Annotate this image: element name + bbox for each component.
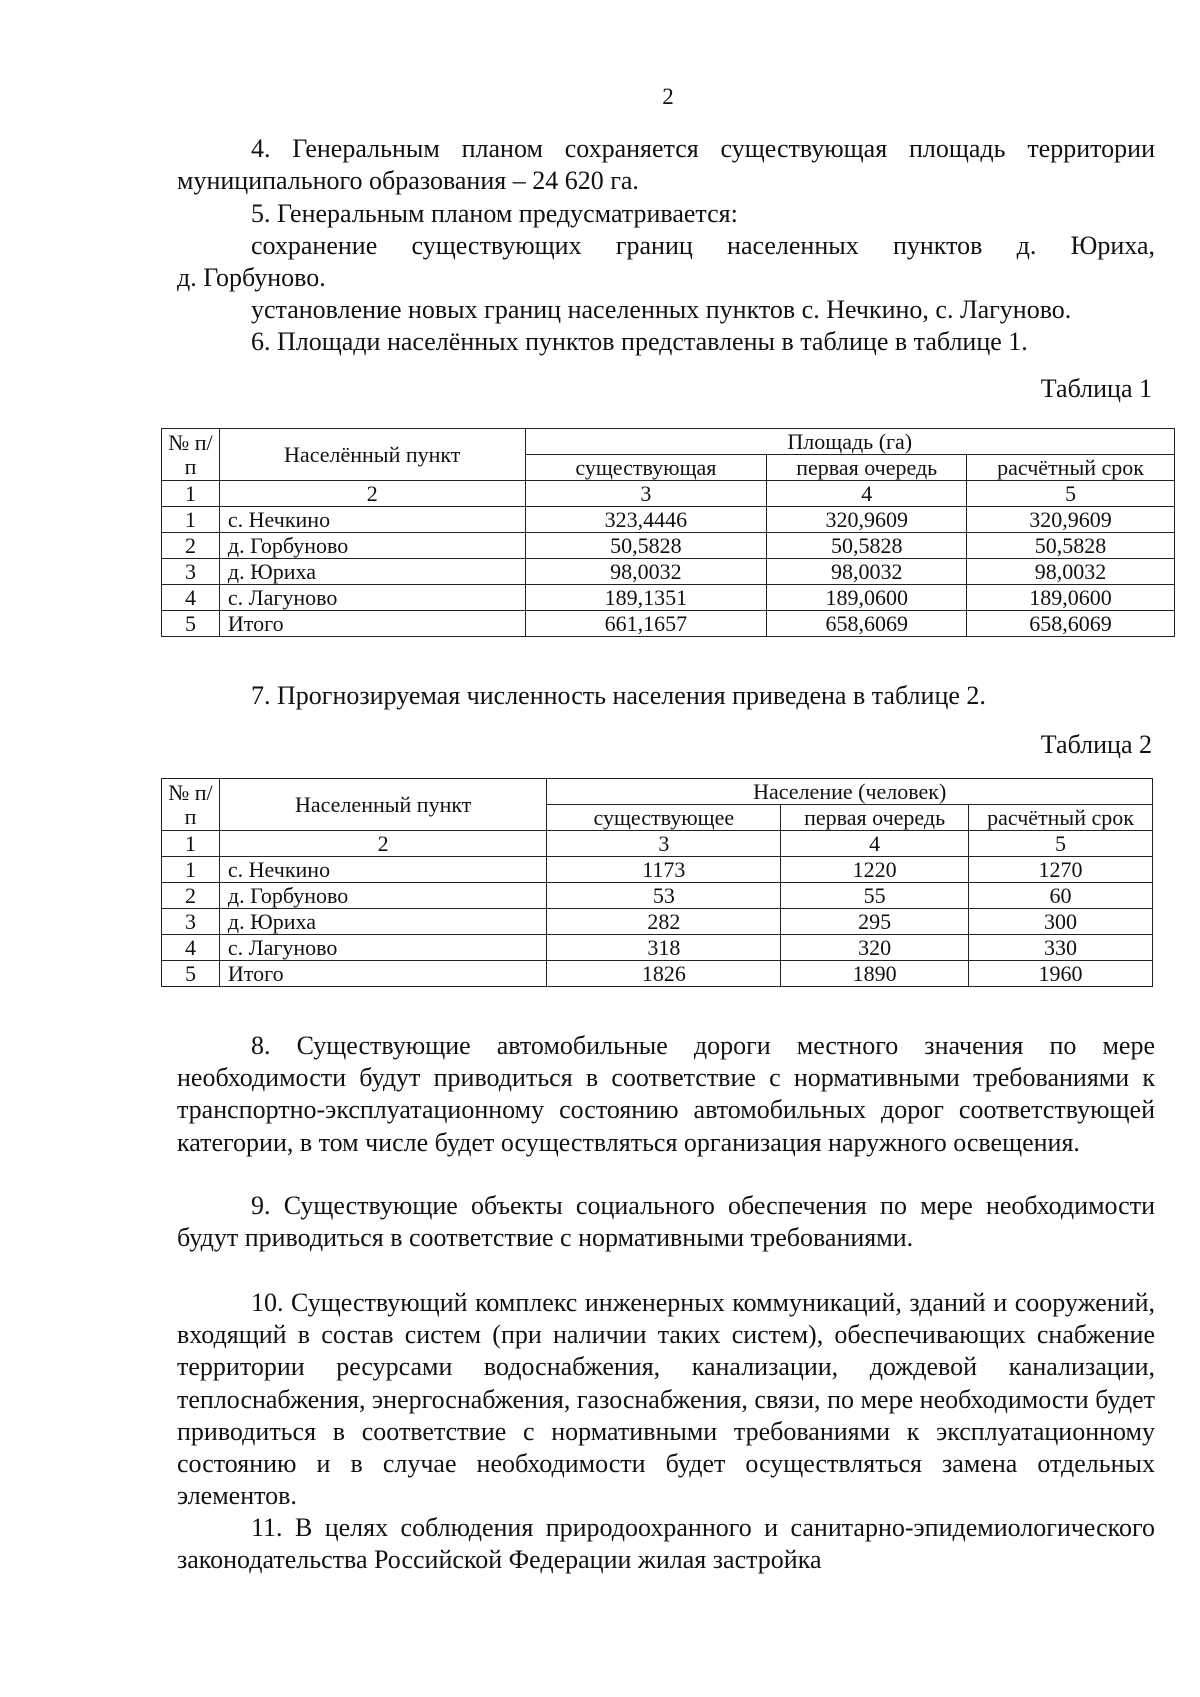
population-group-header: Население (человек) [547, 779, 1153, 805]
cell-name: Итого [219, 611, 525, 637]
cell-num: 2 [162, 533, 220, 559]
sub-header: первая очередь [767, 455, 967, 481]
cell-value: 320,9609 [767, 507, 967, 533]
sub-header: расчётный срок [967, 455, 1175, 481]
paragraph-5: 5. Генеральным планом предусматривается: [251, 199, 738, 228]
cell-name: д. Горбуново [219, 883, 547, 909]
table-row [162, 585, 1175, 611]
cell-value: 661,1657 [525, 611, 767, 637]
col-name-header: Населённый пункт [219, 429, 525, 481]
col-num-header: № п/п [162, 429, 220, 481]
col-num-header: № п/п [162, 779, 220, 831]
table-row [162, 935, 1153, 961]
cell-value: 1890 [781, 961, 969, 987]
table-row [162, 909, 1153, 935]
index-row [162, 831, 1153, 857]
index-row [162, 481, 1175, 507]
index-cell: 5 [967, 481, 1175, 507]
paragraph-11: 11. В целях соблюдения природоохранного и санитарно-эпидемиологического законодательства Российской Федерации жилая застройка [177, 1513, 1155, 1575]
cell-value: 50,5828 [967, 533, 1175, 559]
cell-value: 1826 [547, 961, 781, 987]
cell-value: 295 [781, 909, 969, 935]
cell-name: д. Горбуново [219, 533, 525, 559]
sub-header: существующее [547, 805, 781, 831]
table-row [162, 559, 1175, 585]
index-cell: 2 [219, 831, 547, 857]
cell-value: 189,1351 [525, 585, 767, 611]
paragraph-5b: установление новых границ населенных пунктов с. Нечкино, с. Лагуново. [251, 295, 1072, 324]
paragraph-7: 7. Прогнозируемая численность населения приведена в таблице 2. [251, 681, 986, 710]
cell-value: 55 [781, 883, 969, 909]
paragraph-6: 6. Площади населённых пунктов представлены в таблице в таблице 1. [251, 327, 1028, 356]
cell-value: 320 [781, 935, 969, 961]
cell-value: 320,9609 [967, 507, 1175, 533]
cell-num: 5 [162, 611, 220, 637]
cell-value: 60 [969, 883, 1153, 909]
table1-caption: Таблица 1 [1040, 374, 1152, 403]
cell-value: 330 [969, 935, 1153, 961]
cell-value: 323,4446 [525, 507, 767, 533]
cell-name: д. Юриха [219, 559, 525, 585]
table-row-total [162, 961, 1153, 987]
sub-header: существующая [525, 455, 767, 481]
paragraph-5a-line2: д. Горбуново. [177, 263, 326, 292]
sub-header: первая очередь [781, 805, 969, 831]
table-population [161, 778, 1153, 987]
cell-value: 98,0032 [967, 559, 1175, 585]
cell-name: Итого [219, 961, 547, 987]
table-row-total [162, 611, 1175, 637]
paragraph-9: 9. Существующие объекты социального обеспечения по мере необходимости будут приводиться в соответствие с нормативными требованиями. [177, 1191, 1155, 1253]
cell-num: 3 [162, 909, 220, 935]
index-cell: 2 [219, 481, 525, 507]
cell-num: 3 [162, 559, 220, 585]
table2-caption: Таблица 2 [1040, 730, 1152, 759]
cell-value: 189,0600 [767, 585, 967, 611]
cell-num: 5 [162, 961, 220, 987]
cell-value: 50,5828 [767, 533, 967, 559]
index-cell: 4 [767, 481, 967, 507]
cell-value: 318 [547, 935, 781, 961]
cell-value: 658,6069 [967, 611, 1175, 637]
cell-num: 1 [162, 857, 220, 883]
cell-value: 1173 [547, 857, 781, 883]
cell-value: 300 [969, 909, 1153, 935]
cell-name: с. Лагуново [219, 585, 525, 611]
cell-value: 282 [547, 909, 781, 935]
cell-num: 4 [162, 585, 220, 611]
paragraph-5a-line1: сохранение существующих границ населенных пунктов д. Юриха, [251, 231, 1155, 260]
paragraph-8: 8. Существующие автомобильные дороги местного значения по мере необходимости будут приводиться в соответствие с нормативными требованиями к транспортно-эксплуатационному состоянию автомобильных дорог соответствующей категории, в том числе будет осуществляться организация наружного освещения. [177, 1031, 1155, 1157]
cell-value: 189,0600 [967, 585, 1175, 611]
table-row [162, 507, 1175, 533]
sub-header: расчётный срок [969, 805, 1153, 831]
cell-value: 1270 [969, 857, 1153, 883]
paragraph-4: 4. Генеральным планом сохраняется существующая площадь территории муниципального образования – 24 620 га. [177, 134, 1155, 196]
table-row [162, 533, 1175, 559]
cell-name: с. Нечкино [219, 857, 547, 883]
cell-name: д. Юриха [219, 909, 547, 935]
index-cell: 1 [162, 831, 220, 857]
cell-value: 53 [547, 883, 781, 909]
cell-value: 658,6069 [767, 611, 967, 637]
cell-value: 50,5828 [525, 533, 767, 559]
cell-num: 1 [162, 507, 220, 533]
area-group-header: Площадь (га) [525, 429, 1174, 455]
cell-num: 2 [162, 883, 220, 909]
index-cell: 3 [525, 481, 767, 507]
table-row [162, 857, 1153, 883]
index-cell: 3 [547, 831, 781, 857]
cell-num: 4 [162, 935, 220, 961]
index-cell: 1 [162, 481, 220, 507]
index-cell: 4 [781, 831, 969, 857]
cell-value: 98,0032 [767, 559, 967, 585]
col-name-header: Населенный пункт [219, 779, 547, 831]
cell-name: с. Нечкино [219, 507, 525, 533]
index-cell: 5 [969, 831, 1153, 857]
page-number: 2 [662, 84, 674, 109]
table-area [161, 428, 1175, 637]
cell-name: с. Лагуново [219, 935, 547, 961]
paragraph-10: 10. Существующий комплекс инженерных коммуникаций, зданий и сооружений, входящий в состав систем (при наличии таких систем), обеспечивающих снабжение территории ресурсами водоснабжения, канализации, дождевой канализации, теплоснабжения, энергоснабжения, газоснабжения, связи, по мере необходимости будет приводиться в соответствие с нормативными требованиями к эксплуатационному состоянию и в случае необходимости будет осуществляться замена отдельных элементов. [177, 1288, 1155, 1511]
cell-value: 1220 [781, 857, 969, 883]
cell-value: 1960 [969, 961, 1153, 987]
cell-value: 98,0032 [525, 559, 767, 585]
table-row [162, 883, 1153, 909]
